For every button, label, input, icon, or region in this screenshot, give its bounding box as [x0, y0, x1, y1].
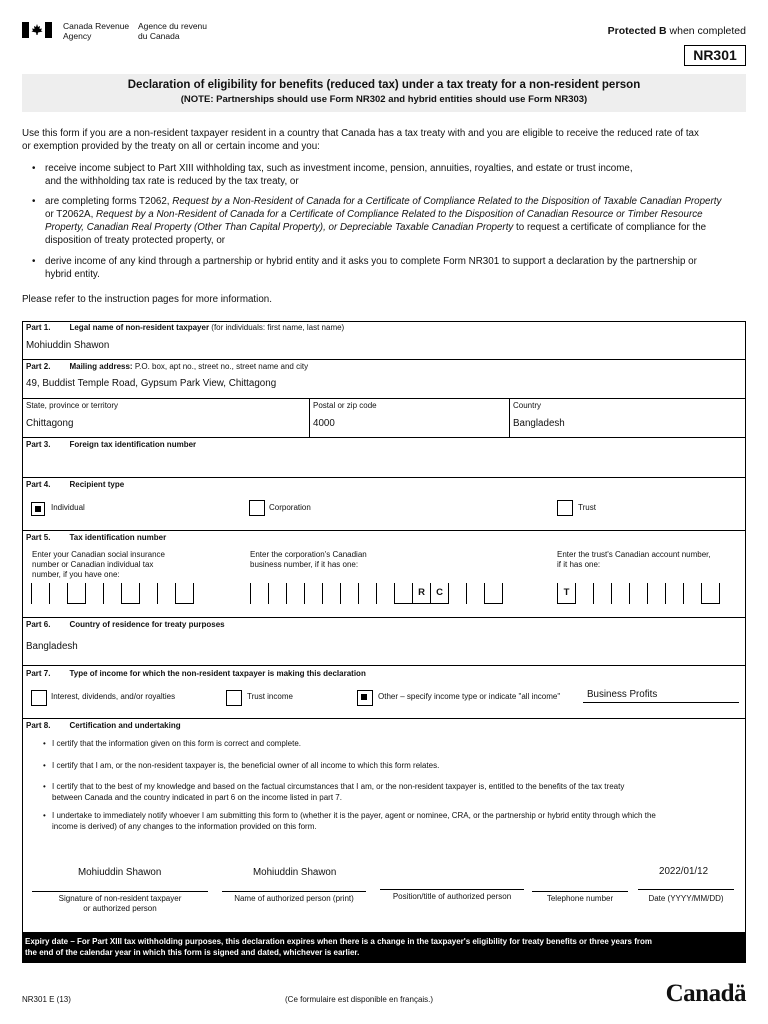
part2-label [26, 362, 308, 371]
individual-checkbox[interactable] [31, 502, 45, 516]
bullet3-line1: • derive income of any kind through a partnership or hybrid entity and it asks you to complete Form NR301 to support a declaration by the partnership or [45, 256, 697, 267]
intro-paragraph [22, 127, 746, 153]
country-label: Country [513, 401, 542, 410]
expiry-notice [22, 933, 746, 963]
form-number-box: NR301 [684, 45, 746, 66]
sin-line2: number or Canadian individual tax [32, 560, 154, 569]
part3-num: Part 3. [26, 440, 51, 449]
telephone-label: Telephone number [546, 894, 614, 903]
name-label: Name of authorized person (print) [234, 894, 354, 903]
certification-3 [52, 782, 732, 803]
intro-bullet-1 [32, 162, 744, 188]
position-label: Position/title of authorized person [392, 892, 512, 901]
legal-name-field[interactable]: Mohiuddin Shawon [26, 340, 110, 351]
part1-label [26, 323, 344, 332]
part8-num: Part 8. [26, 721, 51, 730]
french-availability: (Ce formulaire est disponible en français.) [285, 995, 434, 1004]
cert4-line2: income is derived) of any changes to the information provided on this form. [52, 821, 317, 831]
protected-label [608, 25, 746, 37]
part6-title: Country of residence for treaty purposes [69, 620, 225, 629]
intro-bullet-2 [32, 195, 744, 247]
bn-line1: Enter the corporation's Canadian [250, 550, 367, 559]
sin-input-boxes[interactable] [31, 583, 194, 604]
sig-label-line2: or authorized person [83, 904, 157, 913]
cert3-line1: • I certify that to the best of my knowledge and based on the factual circumstances that I am, or the non-resident taxpayer is, entitled to the benefits of the tax treaty [52, 782, 625, 791]
other-income-label: Other – specify income type or indicate "all income" [378, 692, 561, 701]
part7-label [26, 669, 366, 678]
corporation-label: Corporation [269, 503, 311, 512]
bn-line2: business number, if it has one: [250, 560, 359, 569]
individual-label: Individual [51, 503, 85, 512]
certification-1: • I certify that the information given on this form is correct and complete. [52, 739, 732, 750]
intro-line1: Use this form if you are a non-resident taxpayer resident in a country that Canada has a tax treaty with and you are eligible to receive the reduced rate of tax [22, 128, 699, 139]
intro-bullet-3 [32, 255, 744, 281]
part1-title: Legal name of non-resident taxpayer [69, 323, 210, 332]
trust-income-label: Trust income [247, 692, 293, 701]
signature-label [32, 894, 208, 914]
foreign-tin-field[interactable] [26, 455, 742, 473]
trust-account-boxes[interactable] [557, 583, 720, 604]
part1-hint: (for individuals: first name, last name) [209, 323, 345, 332]
part4-title: Recipient type [69, 480, 125, 489]
bn-c-box: C [431, 583, 449, 604]
canada-wordmark: Canadä [665, 980, 746, 1007]
sin-line1: Enter your Canadian social insurance [32, 550, 165, 559]
trust-label: Trust [578, 503, 596, 512]
form-note: (NOTE: Partnerships should use Form NR302 and hybrid entities should use Form NR303) [180, 94, 588, 105]
trust-t-box: T [558, 583, 576, 604]
canada-flag-icon [22, 22, 52, 38]
postal-label: Postal or zip code [313, 401, 377, 410]
cert3-line2: between Canada and the country indicated in part 6 on the income listed in part 7. [52, 792, 342, 802]
other-income-underline [583, 702, 739, 703]
bullet2-a: are completing forms T2062, [45, 196, 173, 207]
trust-income-checkbox[interactable] [226, 690, 242, 706]
part6-label [26, 620, 225, 629]
bn-r-box: R [413, 583, 431, 604]
part5-num: Part 5. [26, 533, 51, 542]
part3-label [26, 440, 196, 449]
protected-rest: when completed [666, 25, 746, 37]
bn-instructions [250, 550, 367, 570]
expiry-line1: Expiry date – For Part XIII tax withholding purposes, this declaration expires when there is a change in the taxpayer's eligibility for treaty benefits or three years from [25, 937, 652, 946]
interest-dividends-label: Interest, dividends, and/or royalties [51, 692, 176, 701]
part2-title: Mailing address: [69, 362, 133, 371]
agency-name-english [63, 21, 129, 41]
agency-en-line1: Canada Revenue [63, 21, 130, 31]
bullet2-f: to request a certificate of compliance for the [513, 222, 707, 233]
part7-num: Part 7. [26, 669, 51, 678]
country-field[interactable]: Bangladesh [513, 418, 565, 429]
part1-num: Part 1. [26, 323, 51, 332]
other-income-checkbox[interactable] [357, 690, 373, 706]
corporation-checkbox[interactable] [249, 500, 265, 516]
certification-2: • I certify that I am, or the non-resident taxpayer is, the beneficial owner of all income to which this form relates. [52, 761, 732, 772]
part2-hint: P.O. box, apt no., street no., street name and city [132, 362, 309, 371]
intro-line2: or exemption provided by the treaty on all or certain income and you: [22, 141, 320, 152]
bullet2-e: Property, Canadian Real Property (Other Than Capital Property), or Depreciable Taxable Canadian Property [45, 222, 514, 233]
form-code: NR301 E (13) [22, 995, 71, 1004]
state-field[interactable]: Chittagong [26, 418, 74, 429]
signature-field[interactable]: Mohiuddin Shawon [78, 867, 162, 878]
bullet1-line2: and the withholding tax rate is reduced by the tax treaty, or [45, 176, 299, 187]
part4-label [26, 480, 124, 489]
sin-line3: number, if you have one: [32, 570, 120, 579]
bullet1-line1: • receive income subject to Part XIII withholding tax, such as investment income, pension, annuities, royalties, and estate or trust income, [45, 163, 633, 174]
bullet2-c: or T2062A, [45, 209, 97, 220]
date-label: Date (YYYY/MM/DD) [648, 894, 724, 903]
bullet2-d: Request by a Non-Resident of Canada for a Certificate of Compliance Related to the Disposition of Canadian Resource or Timber Resource [96, 209, 703, 220]
interest-dividends-checkbox[interactable] [31, 690, 47, 706]
country-of-residence-field[interactable]: Bangladesh [26, 641, 78, 652]
part4-num: Part 4. [26, 480, 51, 489]
part8-title: Certification and undertaking [69, 721, 181, 730]
other-income-field[interactable]: Business Profits [587, 689, 658, 700]
bullet3-line2: hybrid entity. [45, 269, 100, 280]
sin-instructions [32, 550, 165, 580]
postal-field[interactable]: 4000 [313, 418, 335, 429]
cert4-line1: • I undertake to immediately notify whoever I am submitting this form to (whether it is the payer, agent or nominee, CRA, or the partnership or hybrid entity through which the [52, 811, 656, 820]
part3-title: Foreign tax identification number [69, 440, 197, 449]
bullet2-g: disposition of treaty protected property, or [45, 235, 226, 246]
part5-label [26, 533, 166, 542]
tr-line1: Enter the trust's Canadian account number, [557, 550, 711, 559]
agency-fr-line1: Agence du revenu [138, 21, 207, 31]
certification-4 [52, 811, 732, 832]
agency-fr-line2: du Canada [138, 31, 180, 41]
title-band [22, 74, 746, 112]
sig-label-line1: Signature of non-resident taxpayer [58, 894, 182, 903]
part5-title: Tax identification number [69, 533, 167, 542]
mailing-address-field[interactable]: 49, Buddist Temple Road, Gypsum Park View, Chittagong [26, 378, 277, 389]
state-label: State, province or territory [26, 401, 119, 410]
refer-text: Please refer to the instruction pages for more information. [22, 294, 272, 305]
agency-en-line2: Agency [63, 31, 92, 41]
date-field[interactable]: 2022/01/12 [659, 866, 709, 877]
tr-line2: if it has one: [557, 560, 601, 569]
bullet2-b: Request by a Non-Resident of Canada for a Certificate of Compliance Related to the Disposition of Taxable Canadian Property [172, 196, 722, 207]
trust-account-instructions [557, 550, 711, 570]
part2-num: Part 2. [26, 362, 51, 371]
form-title: Declaration of eligibility for benefits (reduced tax) under a tax treaty for a non-resident person [127, 79, 641, 91]
trust-checkbox[interactable] [557, 500, 573, 516]
authorized-name-field[interactable]: Mohiuddin Shawon [253, 867, 337, 878]
part8-label [26, 721, 181, 730]
protected-bold: Protected B [607, 25, 667, 37]
business-number-boxes[interactable] [250, 583, 503, 604]
part7-title: Type of income for which the non-resident taxpayer is making this declaration [69, 669, 366, 678]
agency-name-french [138, 21, 207, 41]
expiry-line2: the end of the calendar year in which this form is signed and dated, whichever is earlier. [25, 948, 360, 957]
part6-num: Part 6. [26, 620, 51, 629]
